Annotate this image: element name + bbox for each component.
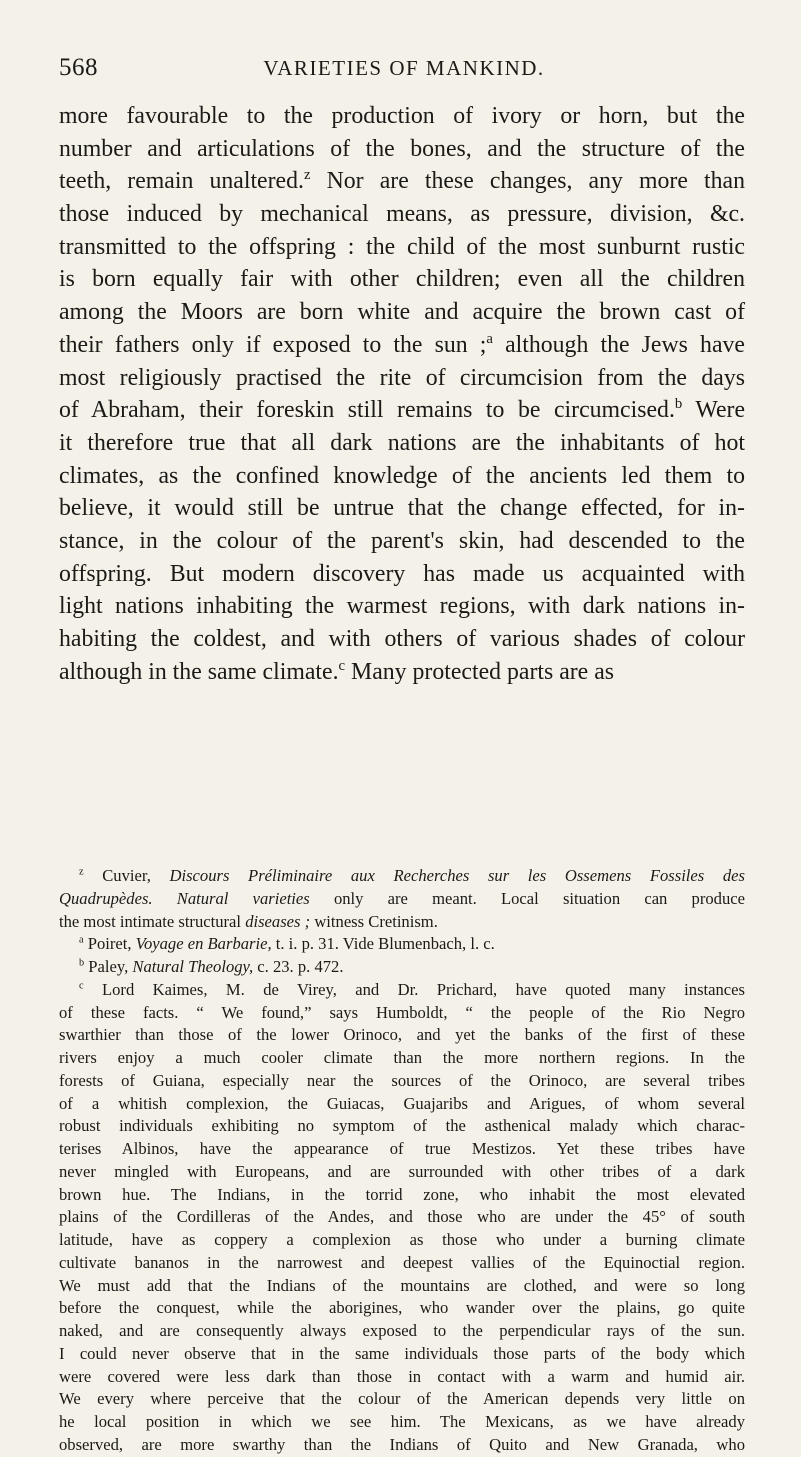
- body-line: light nations inhabiting the warmest regions, with dark nations in-: [59, 593, 745, 620]
- footnote-line: forests of Guiana, especially near the sources of the Orinoco, are several tribes: [59, 1070, 745, 1090]
- body-line: teeth, remain unaltered.$^z$ Nor are these changes, any more than: [59, 167, 745, 195]
- footnotes: [59, 865, 745, 1457]
- footnote-line: We must add that the Indians of the mountains are clothed, and were so long: [59, 1275, 745, 1295]
- footnote-line: $^c$ Lord Kaimes, M. de Virey, and Dr. Prichard, have quoted many instances: [79, 979, 745, 999]
- body-text: [59, 100, 745, 688]
- footnote-line: robust individuals exhibiting no symptom of the asthenical malady which charac-: [59, 1116, 745, 1136]
- body-line: their fathers only if exposed to the sun ;$^a$ although the Jews have: [59, 330, 745, 358]
- body-line: offspring. But modern discovery has made us acquainted with: [59, 560, 745, 587]
- footnote-line: swarthier than those of the lower Orinoco, and yet the banks of the first of these: [59, 1025, 745, 1045]
- footnote-line: cultivate bananos in the narrowest and deepest vallies of the Equinoctial region.: [59, 1252, 745, 1272]
- body-line: although in the same climate.$^c$ Many protected parts are as: [59, 657, 615, 685]
- footnote-line: We every where perceive that the colour of the American depends very little on: [59, 1389, 745, 1409]
- footnote-line: never mingled with Europeans, and are surrounded with other tribes of a dark: [59, 1161, 745, 1181]
- body-line: habiting the coldest, and with others of various shades of colour: [59, 626, 745, 652]
- footnote-line: rivers enjoy a much cooler climate than the more northern regions. In the: [59, 1048, 745, 1067]
- footnote-line: latitude, have as coppery a complexion as those who under a burning climate: [59, 1230, 745, 1249]
- body-line: those induced by mechanical means, as pressure, division, &c.: [59, 201, 745, 228]
- footnote-line: observed, are more swarthy than the Indians of Quito and New Granada, who: [59, 1434, 745, 1454]
- body-line: transmitted to the offspring : the child of the most sunburnt rustic: [59, 233, 745, 260]
- footnote-line: I could never observe that in the same individuals those parts of the body which: [59, 1343, 745, 1363]
- footnote-line: terises Albinos, have the appearance of true Mestizos. Yet these tribes have: [59, 1139, 745, 1158]
- footnote-line: were covered were less dark than those in contact with a warm and humid air.: [59, 1366, 745, 1386]
- body-line: is born equally fair with other children; even all the children: [59, 266, 745, 293]
- page-number: 568: [59, 54, 98, 81]
- footnote-line: Quadrupèdes. Natural varieties only are meant. Local situation can produce: [59, 888, 746, 908]
- body-line: of Abraham, their foreskin still remains to be circumcised.$^b$ Were: [59, 396, 746, 424]
- body-line: it therefore true that all dark nations are the inhabitants of hot: [59, 429, 745, 456]
- body-line: number and articulations of the bones, and the structure of the: [59, 135, 745, 162]
- running-header: [59, 54, 749, 84]
- running-title: VARIETIES OF MANKIND.: [263, 56, 545, 80]
- footnote-line: of a whitish complexion, the Guiacas, Guajaribs and Arigues, of whom several: [59, 1093, 745, 1113]
- footnote-line: brown hue. The Indians, in the torrid zone, who inhabit the most elevated: [59, 1184, 745, 1204]
- body-line: believe, it would still be untrue that the change effected, for in-: [59, 495, 745, 522]
- body-line: most religiously practised the rite of circumcision from the days: [59, 364, 745, 391]
- body-line: among the Moors are born white and acquire the brown cast of: [59, 299, 745, 326]
- body-line: stance, in the colour of the parent's skin, had descended to the: [59, 527, 745, 554]
- footnote-line: of these facts. “ We found,” says Humboldt, “ the people of the Rio Negro: [59, 1002, 745, 1022]
- footnote-line: he local position in which we see him. The Mexicans, as we have already: [59, 1412, 745, 1431]
- footnote-line: plains of the Cordilleras of the Andes, and those who are under the 45° of south: [59, 1207, 745, 1227]
- body-line: climates, as the confined knowledge of the ancients led them to: [59, 462, 745, 489]
- footnote-line: $^b$ Paley, Natural Theology, c. 23. p. 472.: [79, 957, 344, 976]
- footnote-line: naked, and are consequently always exposed to the perpendicular rays of the sun.: [59, 1321, 745, 1340]
- footnote-line: the most intimate structural diseases ; witness Cretinism.: [59, 911, 438, 931]
- footnote-line: $^a$ Poiret, Voyage en Barbarie, t. i. p. 31. Vide Blumenbach, l. c.: [79, 934, 495, 954]
- footnote-line: before the conquest, while the aborigines, who wander over the plains, go quite: [59, 1298, 745, 1318]
- body-line: more favourable to the production of ivory or horn, but the: [59, 103, 745, 129]
- footnote-line: $^z$ Cuvier, Discours Préliminaire aux Recherches sur les Ossemens Fossiles des: [79, 866, 745, 885]
